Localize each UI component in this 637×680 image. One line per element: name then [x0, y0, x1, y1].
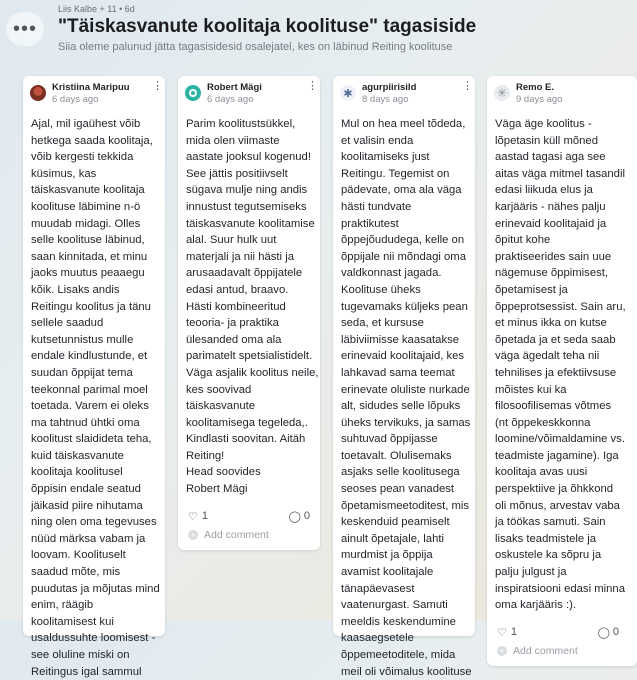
- heart-icon: ♡: [497, 626, 507, 639]
- post-text-line: avamist koolitajale: [341, 566, 434, 579]
- post-card[interactable]: [487, 76, 637, 666]
- post-text-line: õppijale nii mõndagi oma: [341, 250, 466, 263]
- post-author: Remo E.: [516, 82, 555, 93]
- post-text-line: koolitaja koolitusel: [31, 466, 123, 479]
- post-text-line: õpetamisest ja: [495, 283, 568, 296]
- post-time: 9 days ago: [516, 94, 563, 105]
- post-text-line: murdmist ja õppija: [341, 549, 433, 562]
- post-text-line: palju julgust ja: [495, 566, 567, 579]
- comment-count-button[interactable]: [289, 510, 310, 523]
- post-text-line: hästi tundvate: [341, 200, 412, 213]
- avatar: [185, 85, 201, 101]
- post-text-line: üheks tervikuks, ja samas: [341, 416, 471, 429]
- add-comment-button[interactable]: [188, 529, 269, 541]
- like-count: 1: [510, 626, 517, 639]
- post-text-line: õpetada ja et seda saab: [495, 333, 616, 346]
- post-text-line: täiskasvanute koolitamise: [186, 217, 315, 230]
- post-text-line: õppeprotsessist. Sain aru,: [495, 300, 626, 313]
- more-vertical-icon[interactable]: ⋮: [462, 80, 473, 92]
- post-text-line: edasi liikuda elus ja: [495, 184, 593, 197]
- post-text-line: ning olen oma tegevuses: [31, 516, 157, 529]
- post-text-line: Mul on hea meel tõdeda,: [341, 118, 466, 130]
- post-text-line: ülesanded oma ala: [186, 333, 282, 346]
- post-text-line: Robert Mägi: [186, 483, 248, 496]
- post-text-line: praktiseerides sain uue: [495, 250, 612, 263]
- post-text-line: loovam. Koolituselt: [31, 549, 126, 562]
- post-author: Robert Mägi: [207, 82, 262, 93]
- post-text-line: loomine/võimaldamine vs.: [495, 433, 625, 446]
- post-text-line: kes soovivad: [186, 383, 252, 396]
- post-text-line: Koolituse üheks: [341, 283, 421, 296]
- post-text-line: alal. Suur hulk uut: [186, 234, 277, 247]
- post-text-line: jaoks muutus peaaegu: [31, 267, 145, 280]
- more-vertical-icon[interactable]: ⋮: [152, 80, 163, 92]
- post-text-line: aastad tagasi aga see: [495, 151, 606, 164]
- post-text-line: keskenduid peamiselt: [341, 516, 450, 529]
- post-text-line: vaatenurgast. Samuti: [341, 599, 448, 612]
- post-time: 8 days ago: [362, 94, 409, 105]
- post-text-line: materjali ja nii hästi ja: [186, 250, 294, 263]
- post-text-line: tugevamaks küljeks pean: [341, 300, 468, 313]
- post-text-line: teooria- ja praktika: [186, 317, 279, 330]
- post-text-line: nüüd märksa vabam ja: [31, 532, 146, 545]
- post-text-line: (nt õppekeskkonna: [495, 416, 591, 429]
- add-comment-label: Add comment: [204, 528, 269, 541]
- post-text-line: oskustele ka sõpru ja: [495, 549, 602, 562]
- like-count: 1: [201, 510, 208, 523]
- post-time: 6 days ago: [207, 94, 254, 105]
- post-text-line: mida olen viimaste: [186, 134, 280, 147]
- post-text-line: et valisin enda: [341, 134, 414, 147]
- post-text-line: parimatelt spetsialistidelt.: [186, 350, 313, 363]
- post-text-line: Kindlasti soovitan. Aitäh: [186, 433, 306, 446]
- post-text-line: koolitamisest kui: [31, 615, 114, 628]
- post-card[interactable]: [333, 76, 475, 678]
- post-text-line: erinevate oluliste nurkade: [341, 383, 470, 396]
- post-text-line: seda, et kursuse: [341, 317, 424, 330]
- post-header: [487, 76, 637, 116]
- post-text-line: suhtuvad õppijasse: [341, 433, 438, 446]
- post-text-line: koolitamisega tegeleda,.: [186, 416, 308, 429]
- post-text-line: jäikasid piire nihutama: [31, 499, 143, 512]
- post-text-line: võib kergesti tekkida: [31, 151, 134, 164]
- post-text-line: asjaks selle koolitusega: [341, 466, 460, 479]
- avatar: ✱: [340, 85, 356, 101]
- post-text-line: koolitamiseks just: [341, 151, 430, 164]
- more-horizontal-icon[interactable]: •••: [6, 12, 44, 46]
- post-text-line: sellele saadud: [31, 317, 104, 330]
- post-text-line: Reitingu. Tegemist on: [341, 167, 450, 180]
- post-text-line: koolituse läbimine n-ö: [31, 200, 141, 213]
- post-text-line: Reitingu koolitus ja tänu: [31, 300, 151, 313]
- post-text-line: küsimus, kas: [31, 167, 97, 180]
- post-text-line: alt, sidudes selle lõpuks: [341, 400, 461, 413]
- post-text-line: et minus ikka on kutse: [495, 317, 607, 330]
- post-text-line: Parim koolitustsükkel,: [186, 118, 296, 130]
- post-text-line: endale kindlustunde, et: [31, 350, 148, 363]
- post-header: [23, 76, 165, 116]
- post-footer: [487, 622, 637, 666]
- post-text-line: innustust tegutsemiseks: [186, 200, 307, 213]
- post-text-line: ma tahtnud ühtki oma: [31, 416, 140, 429]
- post-text-line: õpitut kohe: [495, 234, 551, 247]
- comment-count: 0: [303, 510, 310, 523]
- post-text-line: seoses pean vanadest: [341, 483, 455, 496]
- post-text-line: läbiviimisse kaasatakse: [341, 333, 460, 346]
- comment-count-button[interactable]: [598, 626, 619, 639]
- page-subtitle: Siia oleme palunud jätta tagasisidesid osalejatel, kes on läbinud Reiting koolituse: [58, 41, 453, 53]
- post-text-line: oli mõnus, arvestav vaba: [495, 499, 620, 512]
- post-text-line: täiskasvanute: [186, 400, 256, 413]
- post-text-line: erinevaid koolitajaid ja: [495, 217, 607, 230]
- post-text-line: see oluline miski on: [31, 649, 130, 661]
- post-text-line: selle koolituse läbinud,: [31, 234, 145, 247]
- post-text-line: ainult õpetajale, lahti: [341, 532, 445, 545]
- add-comment-button[interactable]: [497, 645, 578, 657]
- post-text-line: Reitingus igal sammul: [31, 665, 142, 678]
- post-text-line: teadmiste jagamine). Iga: [495, 449, 619, 462]
- post-text-line: õppemeetoditele, mida: [341, 649, 456, 661]
- post-text-line: erinevaid koolitajaid, kes: [341, 350, 465, 363]
- more-vertical-icon[interactable]: ⋮: [307, 80, 318, 92]
- post-text-line: meil oli võimalus koolituse: [341, 665, 472, 678]
- post-text-line: puudutas ja mõjutas mind: [31, 582, 160, 595]
- post-header: [333, 76, 475, 116]
- post-text-line: enim, räägib: [31, 599, 94, 612]
- post-text-line: pädevate, oma ala väga: [341, 184, 462, 197]
- post-text-line: suudan õppijat tema: [31, 366, 133, 379]
- post-text-line: tehnilises ja efektiivsuse: [495, 366, 617, 379]
- post-text-line: õppisin endale seatud: [31, 483, 141, 496]
- post-text-line: ja töökas samuti. Sain: [495, 516, 606, 529]
- post-text-line: meeldis keskendumine: [341, 615, 456, 628]
- like-button[interactable]: [188, 510, 208, 523]
- like-button[interactable]: [497, 626, 517, 639]
- post-text-line: lõpetasin küll mõned: [495, 134, 598, 147]
- post-text-line: kaasaegsetele: [341, 632, 414, 645]
- post-footer: [178, 506, 320, 550]
- post-text-line: hetkega saada koolitaja,: [31, 134, 153, 147]
- post-text-line: muudab midagi. Olles: [31, 217, 141, 230]
- post-text-line: perspektiive ja õhkkond: [495, 483, 614, 496]
- post-text-line: Ajal, mil igaühest võib: [31, 118, 141, 130]
- plus-icon: +: [188, 530, 198, 540]
- add-comment-label: Add comment: [513, 644, 578, 657]
- post-text-line: valdkonnast jagada.: [341, 267, 442, 280]
- post-time: 6 days ago: [52, 94, 99, 105]
- comment-count: 0: [612, 626, 619, 639]
- post-text-line: mõistes kui ka: [495, 383, 567, 396]
- avatar: [30, 85, 46, 101]
- post-text-line: praktikutest: [341, 217, 399, 230]
- plus-icon: +: [497, 646, 507, 656]
- post-text-line: täiskasvanute koolitaja: [31, 184, 145, 197]
- comment-icon: ◯: [597, 626, 610, 639]
- post-body: [178, 116, 320, 498]
- post-text-line: See jättis positiivselt: [186, 167, 288, 180]
- post-body: [333, 116, 475, 680]
- post-text-line: karjääris - nähes palju: [495, 200, 606, 213]
- post-text-line: õpetamismeetoditest, mis: [341, 499, 470, 512]
- post-text-line: toetavalt. Olulisemaks: [341, 449, 452, 462]
- heart-icon: ♡: [188, 510, 198, 523]
- post-author: Kristiina Maripuu: [52, 82, 130, 93]
- page-title: "Täiskasvanute koolitaja koolituse" tagasiside: [58, 16, 477, 37]
- post-text-line: tänapäevasest: [341, 582, 415, 595]
- post-text-line: lisaks teadmistele ja: [495, 532, 597, 545]
- post-text-line: arusaadavalt õppijatele: [186, 267, 303, 280]
- post-text-line: õppejõududega, kelle on: [341, 234, 465, 247]
- post-text-line: väga ägedalt teha nii: [495, 350, 600, 363]
- post-text-line: Hästi kombineeritud: [186, 300, 286, 313]
- post-text-line: kuid täiskasvanute: [31, 449, 124, 462]
- post-text-line: kõik. Lisaks andis: [31, 283, 120, 296]
- wall-author-line: Liis Kalbe + 11 • 6d: [58, 4, 135, 14]
- post-text-line: saadud mõte, mis: [31, 566, 121, 579]
- post-text-line: teekonnal parimal moel: [31, 383, 148, 396]
- post-text-line: koolitaja avas uusi: [495, 466, 588, 479]
- post-text-line: kutsetunnistus mulle: [31, 333, 134, 346]
- post-card[interactable]: [23, 76, 165, 678]
- post-text-line: sügava mulje ning andis: [186, 184, 308, 197]
- post-body: [487, 116, 637, 614]
- post-text-line: Reiting!: [186, 449, 225, 462]
- avatar: ✳: [494, 85, 510, 101]
- post-text-line: edasi antud, braavo.: [186, 283, 289, 296]
- comment-icon: ◯: [288, 510, 301, 523]
- post-text-line: aitas väga mitmel tasandil: [495, 167, 625, 180]
- post-text-line: saan kinnitada, et minu: [31, 250, 148, 263]
- post-text-line: lahkavad sama teemat: [341, 366, 455, 379]
- post-text-line: Väga äge koolitus -: [495, 118, 592, 130]
- wall-header: [0, 0, 620, 70]
- post-header: [178, 76, 320, 116]
- post-card[interactable]: [178, 76, 320, 550]
- post-text-line: oma karjääris :).: [495, 599, 576, 612]
- post-text-line: toetada. Varem ei oleks: [31, 400, 149, 413]
- post-text-line: koolitust slaidideta teha,: [31, 433, 152, 446]
- post-text-line: Head soovides: [186, 466, 261, 479]
- post-text-line: inspiratsiooni edasi minna: [495, 582, 625, 595]
- post-author: agurpiirisild: [362, 82, 417, 93]
- post-text-line: filosoofilisemas võtmes: [495, 400, 612, 413]
- post-text-line: nägemuse õppimisest,: [495, 267, 609, 280]
- post-text-line: aastate jooksul kogenud!: [186, 151, 311, 164]
- post-body: [23, 116, 165, 680]
- post-text-line: usaldussuhte loomisest -: [31, 632, 156, 645]
- post-text-line: Väga asjalik koolitus neile,: [186, 366, 319, 379]
